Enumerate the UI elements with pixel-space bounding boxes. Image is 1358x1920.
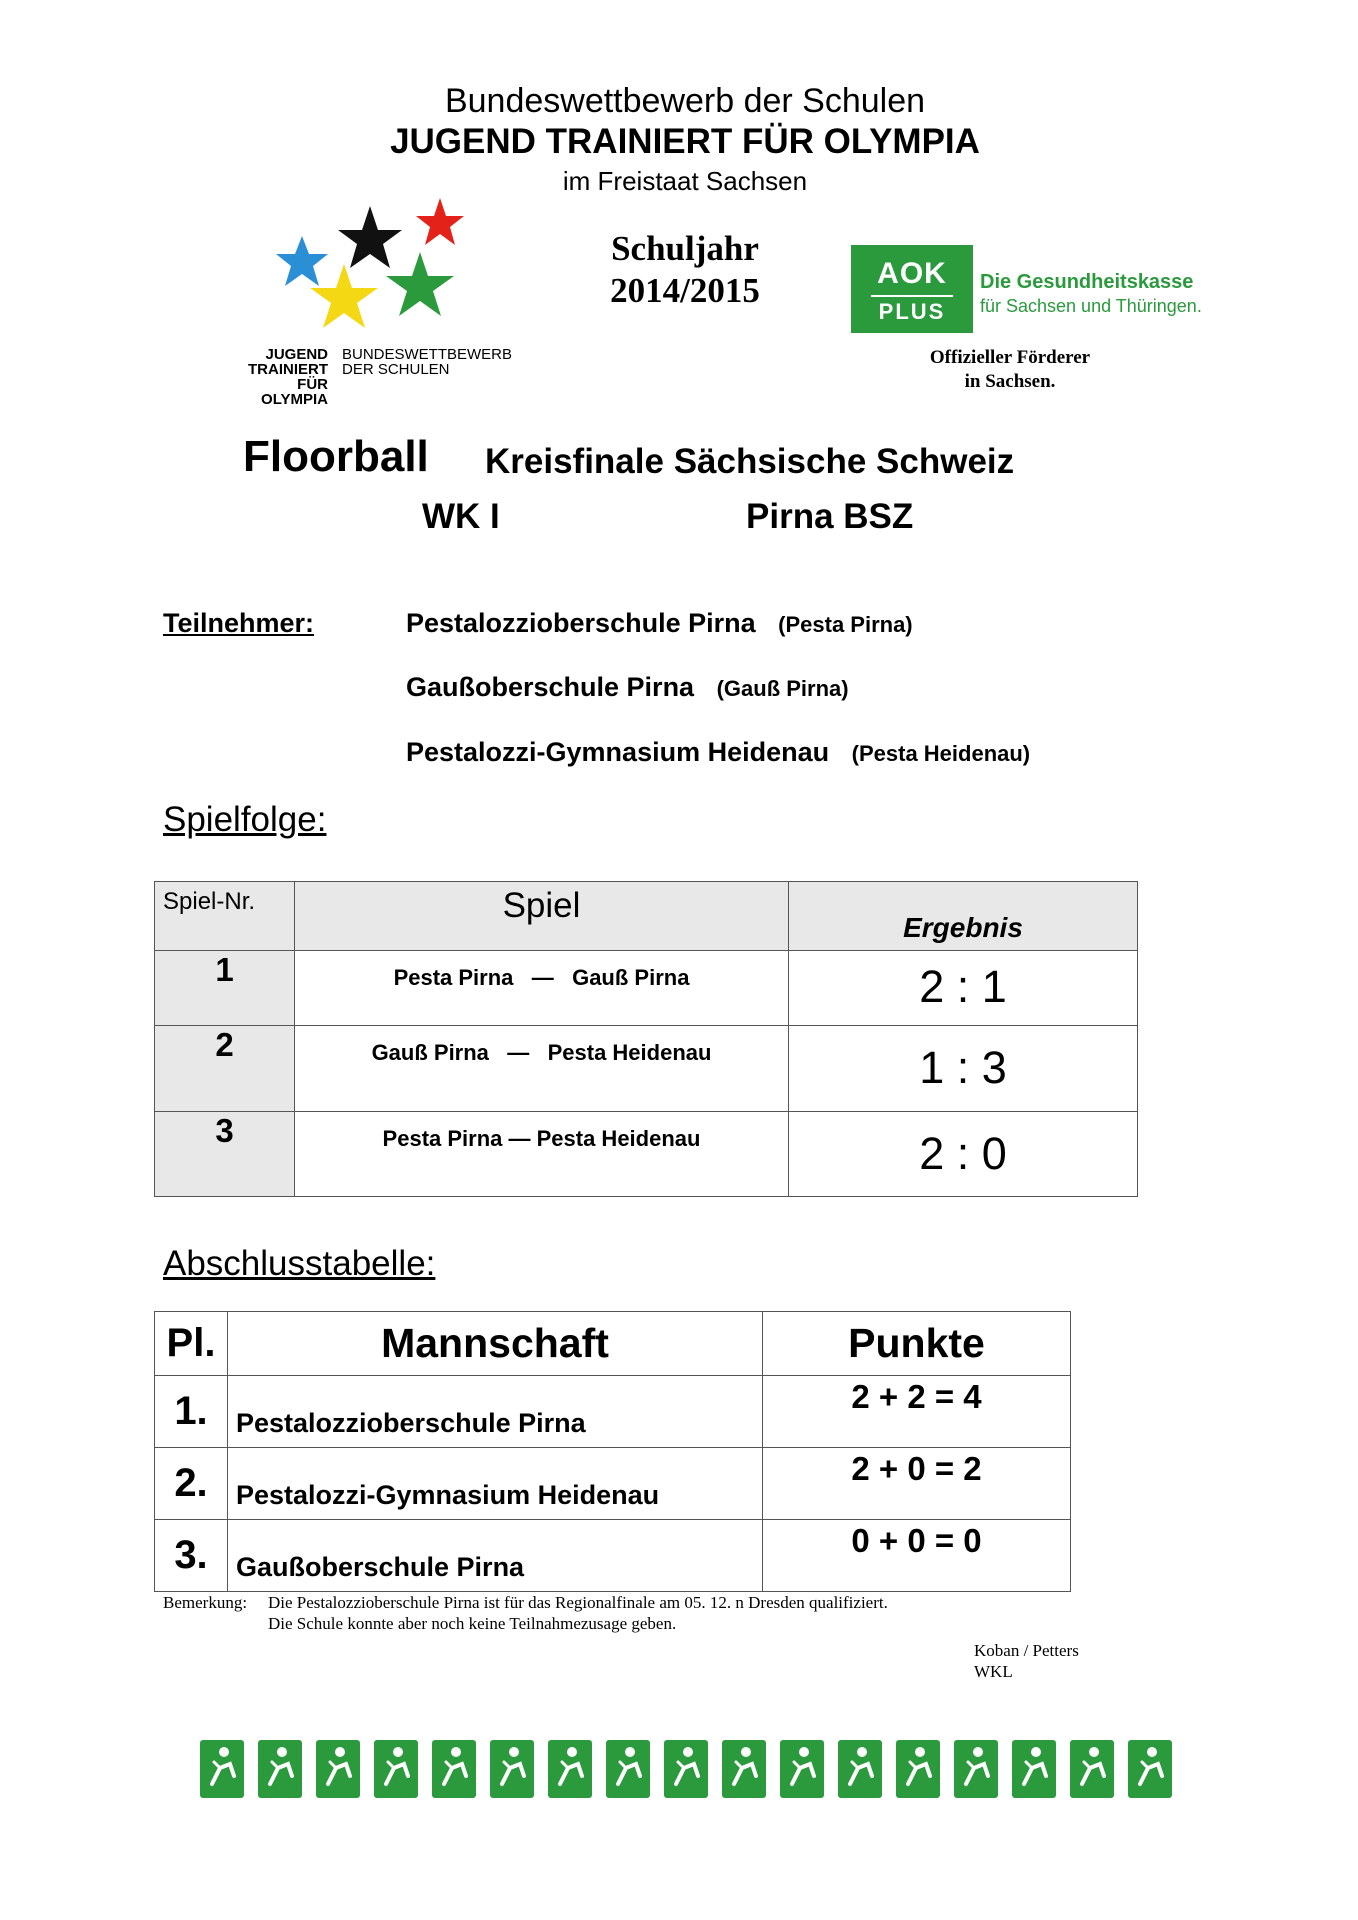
bemerkung-line-2: Die Schule konnte aber noch keine Teilnahmezusage geben. — [268, 1614, 677, 1633]
header-platz: Pl. — [155, 1312, 228, 1376]
teilnehmer-item — [406, 737, 1030, 768]
table-row — [155, 1112, 1138, 1197]
header-line-1: Bundeswettbewerb der Schulen — [444, 82, 926, 120]
sponsor-note-line-1: Offizieller Förderer — [929, 347, 1091, 368]
platz: 3. — [155, 1520, 228, 1592]
table-header-row — [155, 882, 1138, 951]
athletics-icon — [200, 1740, 244, 1798]
yellow-star-icon — [310, 264, 378, 328]
table-row — [155, 1448, 1071, 1520]
jto-logo-text-right — [342, 347, 512, 377]
table-tennis-icon — [838, 1740, 882, 1798]
spiel-nr: 1 — [155, 951, 295, 1026]
header-spiel: Spiel — [295, 882, 789, 951]
punkte: 2 + 0 = 2 — [763, 1448, 1071, 1520]
jto-logo-text-left — [220, 347, 328, 407]
jto-text-jugend: JUGEND — [265, 346, 328, 363]
skiing-icon — [664, 1740, 708, 1798]
class-title: WK I — [422, 497, 500, 536]
signature — [974, 1640, 1079, 1682]
table-header-row — [155, 1312, 1071, 1376]
judo-icon — [896, 1740, 940, 1798]
spielfolge-title: Spielfolge: — [163, 800, 327, 839]
header-ergebnis: Ergebnis — [789, 882, 1138, 951]
volleyball-icon — [780, 1740, 824, 1798]
spiel-nr: 3 — [155, 1112, 295, 1197]
tennis-icon — [1012, 1740, 1056, 1798]
aok-tagline-1: Die Gesundheitskasse — [980, 271, 1194, 293]
spiel-score: 2 : 0 — [789, 1112, 1138, 1197]
spiel-match: Pesta Pirna — Gauß Pirna — [295, 951, 789, 1026]
bemerkung-label: Bemerkung: — [163, 1593, 248, 1612]
jto-stars-logo-icon — [262, 196, 492, 346]
abschluss-table — [154, 1311, 1071, 1592]
teilnehmer-label: Teilnehmer: — [163, 608, 315, 638]
sport-icons-row — [200, 1740, 1165, 1800]
aok-logo-top: AOK — [877, 257, 947, 290]
venue-title: Pirna BSZ — [746, 497, 914, 536]
beach-volleyball-icon — [954, 1740, 998, 1798]
teilnehmer-abbr: (Gauß Pirna) — [716, 676, 849, 701]
swimming-icon — [316, 1740, 360, 1798]
signature-role: WKL — [974, 1662, 1013, 1681]
blue-star-icon — [276, 236, 328, 286]
schuljahr-year: 2014/2015 — [610, 271, 760, 310]
gymnastics-icon — [490, 1740, 534, 1798]
bemerkung — [163, 1592, 888, 1634]
platz: 2. — [155, 1448, 228, 1520]
basketball-icon — [258, 1740, 302, 1798]
football-icon — [432, 1740, 476, 1798]
jto-text-fuer: FÜR — [297, 376, 328, 393]
table-row — [155, 1520, 1071, 1592]
punkte: 2 + 2 = 4 — [763, 1376, 1071, 1448]
header-line-2: JUGEND TRAINIERT FÜR OLYMPIA — [390, 122, 980, 161]
event-title: Kreisfinale Sächsische Schweiz — [485, 442, 1015, 481]
teilnehmer-name: Pestalozzi-Gymnasium Heidenau — [406, 737, 830, 767]
aok-tagline — [980, 270, 1202, 318]
jto-text-olympia: OLYMPIA — [261, 391, 328, 408]
sponsor-note — [900, 346, 1120, 394]
header-punkte: Punkte — [763, 1312, 1071, 1376]
spiel-score: 2 : 1 — [789, 951, 1138, 1026]
sport-title: Floorball — [243, 432, 429, 481]
table-row — [155, 951, 1138, 1026]
spielfolge-table — [154, 881, 1138, 1197]
aok-tagline-2: für Sachsen und Thüringen. — [980, 296, 1202, 316]
mannschaft: Gaußoberschule Pirna — [228, 1520, 763, 1592]
cycling-icon — [722, 1740, 766, 1798]
teilnehmer-name: Pestalozzioberschule Pirna — [406, 608, 756, 638]
hockey-icon — [1070, 1740, 1114, 1798]
abschluss-title: Abschlusstabelle: — [163, 1244, 436, 1283]
spiel-match: Pesta Pirna — Pesta Heidenau — [295, 1112, 789, 1197]
spiel-nr: 2 — [155, 1026, 295, 1112]
aok-logo — [851, 245, 973, 333]
jto-text-bundeswettbewerb: BUNDESWETTBEWERB — [342, 346, 513, 363]
schuljahr-label: Schuljahr — [611, 229, 759, 268]
table-row — [155, 1376, 1071, 1448]
teilnehmer-abbr: (Pesta Heidenau) — [851, 741, 1031, 766]
header-spiel-nr: Spiel-Nr. — [155, 882, 295, 951]
signature-names: Koban / Petters — [974, 1641, 1079, 1660]
black-star-icon — [338, 206, 402, 268]
bemerkung-line-1: Die Pestalozzioberschule Pirna ist für das Regionalfinale am 05. 12. n Dresden qualifiziert. — [268, 1593, 888, 1612]
rowing-icon — [374, 1740, 418, 1798]
spiel-match: Gauß Pirna — Pesta Heidenau — [295, 1026, 789, 1112]
teilnehmer-name: Gaußoberschule Pirna — [406, 672, 695, 702]
header-mannschaft: Mannschaft — [228, 1312, 763, 1376]
jto-text-der-schulen: DER SCHULEN — [342, 361, 450, 378]
red-star-icon — [416, 198, 464, 245]
gymnastics-rings-icon — [548, 1740, 592, 1798]
sponsor-note-line-2: in Sachsen. — [964, 371, 1056, 392]
mannschaft: Pestalozzi-Gymnasium Heidenau — [228, 1448, 763, 1520]
spiel-score: 1 : 3 — [789, 1026, 1138, 1112]
teilnehmer-item — [406, 608, 913, 639]
teilnehmer-abbr: (Pesta Pirna) — [778, 612, 913, 637]
aok-logo-bottom: PLUS — [871, 295, 953, 325]
jto-text-trainiert: TRAINIERT — [248, 361, 328, 378]
climbing-icon — [1128, 1740, 1172, 1798]
schuljahr-block — [560, 228, 810, 312]
header-line-3: im Freistaat Sachsen — [562, 166, 808, 196]
handball-icon — [606, 1740, 650, 1798]
punkte: 0 + 0 = 0 — [763, 1520, 1071, 1592]
table-row — [155, 1026, 1138, 1112]
green-star-icon — [386, 252, 454, 316]
teilnehmer-item — [406, 672, 849, 703]
mannschaft: Pestalozzioberschule Pirna — [228, 1376, 763, 1448]
platz: 1. — [155, 1376, 228, 1448]
